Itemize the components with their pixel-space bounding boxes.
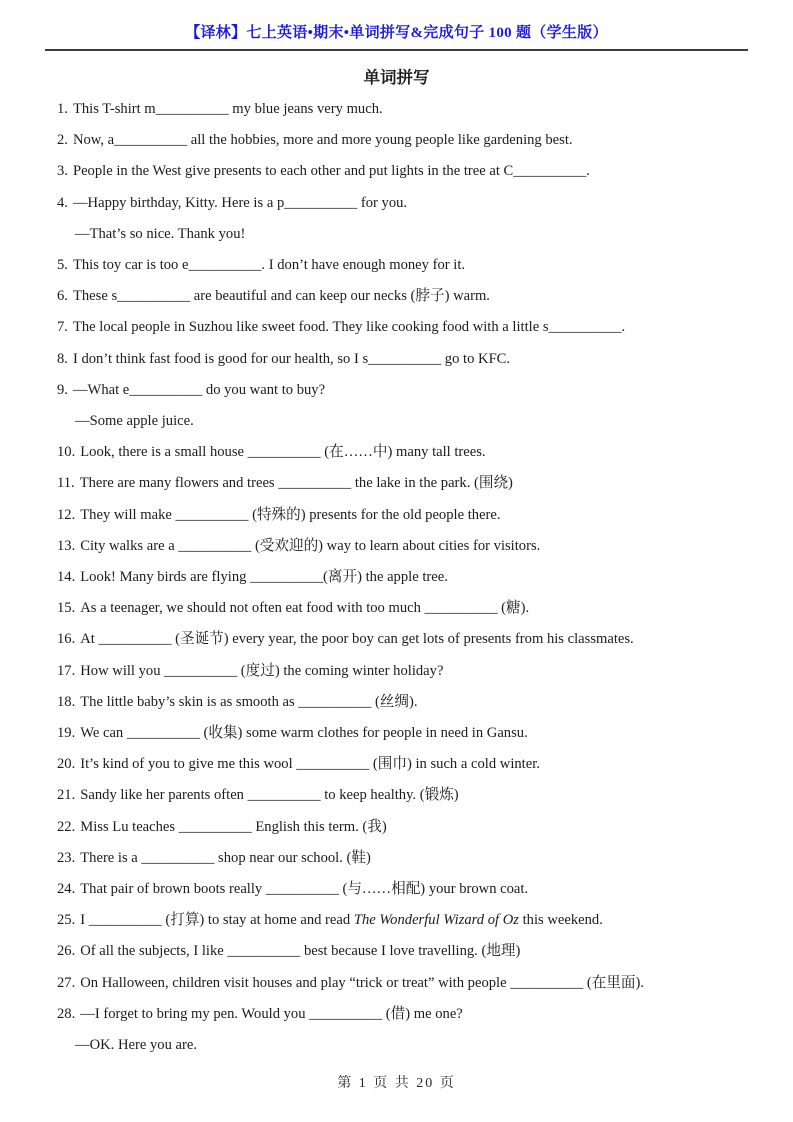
question-line: [57, 656, 753, 687]
question-number: 7.: [57, 319, 68, 336]
question-line: [57, 593, 753, 624]
question-text: I don’t think fast food is good for our health, so I s__________ go to KFC.: [72, 350, 511, 367]
question-line: [57, 375, 753, 406]
question-text: Miss Lu teaches __________ English this term. (我): [80, 818, 387, 835]
question-line: [57, 968, 753, 999]
answer-line: [57, 406, 753, 437]
answer-line: [57, 1030, 753, 1061]
question-number: 19.: [57, 725, 76, 742]
question-text: I __________ (打算) to stay at home and read: [80, 912, 354, 929]
question-line: [57, 344, 753, 375]
question-text: this weekend.: [518, 912, 603, 929]
question-line: [57, 250, 753, 281]
question-number: 8.: [57, 350, 68, 367]
question-number: 10.: [57, 444, 76, 461]
question-text: Look, there is a small house __________ (在……中) many tall trees.: [80, 444, 486, 461]
question-text: —What e__________ do you want to buy?: [72, 381, 326, 398]
question-number: 11.: [57, 475, 75, 492]
question-text: City walks are a __________ (受欢迎的) way to learn about cities for visitors.: [80, 537, 541, 554]
question-text: Of all the subjects, I like __________ best because I love travelling. (地理): [80, 943, 521, 960]
book-title-italic: The Wonderful Wizard of Oz: [353, 912, 519, 929]
question-number: 6.: [57, 288, 68, 305]
question-number: 12.: [57, 506, 76, 523]
question-number: 17.: [57, 662, 76, 679]
question-list: [0, 94, 793, 1061]
question-text: This T-shirt m__________ my blue jeans very much.: [72, 101, 383, 117]
question-line: [57, 749, 753, 780]
question-text: The local people in Suzhou like sweet food. They like cooking food with a little s__________.: [72, 319, 626, 336]
question-number: 5.: [57, 257, 68, 274]
question-line: [57, 468, 753, 499]
question-text: These s__________ are beautiful and can keep our necks (脖子) warm.: [72, 288, 490, 305]
question-line: [57, 500, 753, 531]
question-number: 16.: [57, 631, 76, 648]
question-line: [57, 936, 753, 967]
question-text: —Some apple juice.: [75, 413, 194, 430]
question-line: [57, 999, 753, 1030]
question-line: [57, 843, 753, 874]
answer-line: [57, 219, 753, 250]
question-text: Look! Many birds are flying __________(离开) the apple tree.: [80, 569, 448, 586]
question-text: Now, a__________ all the hobbies, more and more young people like gardening best.: [72, 132, 573, 149]
question-text: There is a __________ shop near our school. (鞋): [80, 849, 371, 866]
question-line: [57, 437, 753, 468]
question-text: At __________ (圣诞节) every year, the poor boy can get lots of presents from his classmates.: [80, 631, 634, 648]
question-number: 18.: [57, 693, 76, 710]
document-title: 【译林】七上英语•期末•单词拼写&完成句子 100 题（学生版）: [185, 25, 608, 41]
question-number: 22.: [57, 818, 76, 835]
question-number: 26.: [57, 943, 76, 960]
question-text: As a teenager, we should not often eat food with too much __________ (糖).: [80, 600, 530, 617]
question-number: 4.: [57, 194, 68, 211]
question-number: 3.: [57, 163, 68, 180]
question-text: —Happy birthday, Kitty. Here is a p__________ for you.: [72, 194, 408, 211]
question-line: [57, 905, 753, 936]
question-number: 15.: [57, 600, 76, 617]
question-text: There are many flowers and trees __________ the lake in the park. (围绕): [79, 475, 513, 492]
question-line: [57, 562, 753, 593]
question-text: On Halloween, children visit houses and play “trick or treat” with people __________ (在里面).: [80, 974, 644, 991]
question-line: [57, 687, 753, 718]
question-text: How will you __________ (度过) the coming winter holiday?: [80, 662, 444, 679]
question-number: 27.: [57, 974, 76, 991]
question-number: 2.: [57, 132, 68, 149]
question-number: 9.: [57, 381, 68, 398]
question-text: That pair of brown boots really __________ (与……相配) your brown coat.: [80, 881, 529, 898]
page-footer: 第 1 页 共 20 页: [337, 1076, 456, 1091]
question-text: People in the West give presents to each other and put lights in the tree at C__________.: [72, 163, 590, 180]
header-divider: [45, 49, 748, 51]
question-text: —OK. Here you are.: [75, 1037, 197, 1054]
question-line: [57, 94, 753, 125]
question-text: They will make __________ (特殊的) presents for the old people there.: [80, 506, 501, 523]
question-number: 24.: [57, 881, 76, 898]
question-text: It’s kind of you to give me this wool __________ (围巾) in such a cold winter.: [80, 756, 540, 773]
question-line: [57, 718, 753, 749]
question-number: 1.: [57, 101, 68, 117]
question-text: —That’s so nice. Thank you!: [75, 225, 246, 242]
question-line: [57, 874, 753, 905]
question-line: [57, 281, 753, 312]
question-text: We can __________ (收集) some warm clothes for people in need in Gansu.: [80, 725, 528, 742]
question-number: 14.: [57, 569, 76, 586]
question-line: [57, 780, 753, 811]
question-text: The little baby’s skin is as smooth as __________ (丝绸).: [80, 693, 418, 710]
question-line: [57, 624, 753, 655]
question-text: This toy car is too e__________. I don’t have enough money for it.: [72, 257, 466, 274]
question-number: 28.: [57, 1005, 76, 1022]
question-number: 20.: [57, 756, 76, 773]
question-line: [57, 188, 753, 219]
question-number: 13.: [57, 537, 76, 554]
question-text: Sandy like her parents often __________ to keep healthy. (锻炼): [80, 787, 459, 804]
question-line: [57, 156, 753, 187]
question-number: 25.: [57, 912, 76, 929]
question-line: [57, 312, 753, 343]
question-line: [57, 531, 753, 562]
question-number: 21.: [57, 787, 76, 804]
question-line: [57, 125, 753, 156]
question-number: 23.: [57, 849, 76, 866]
question-text: —I forget to bring my pen. Would you __________ (借) me one?: [80, 1005, 463, 1022]
question-line: [57, 812, 753, 843]
section-title: 单词拼写: [363, 68, 430, 87]
